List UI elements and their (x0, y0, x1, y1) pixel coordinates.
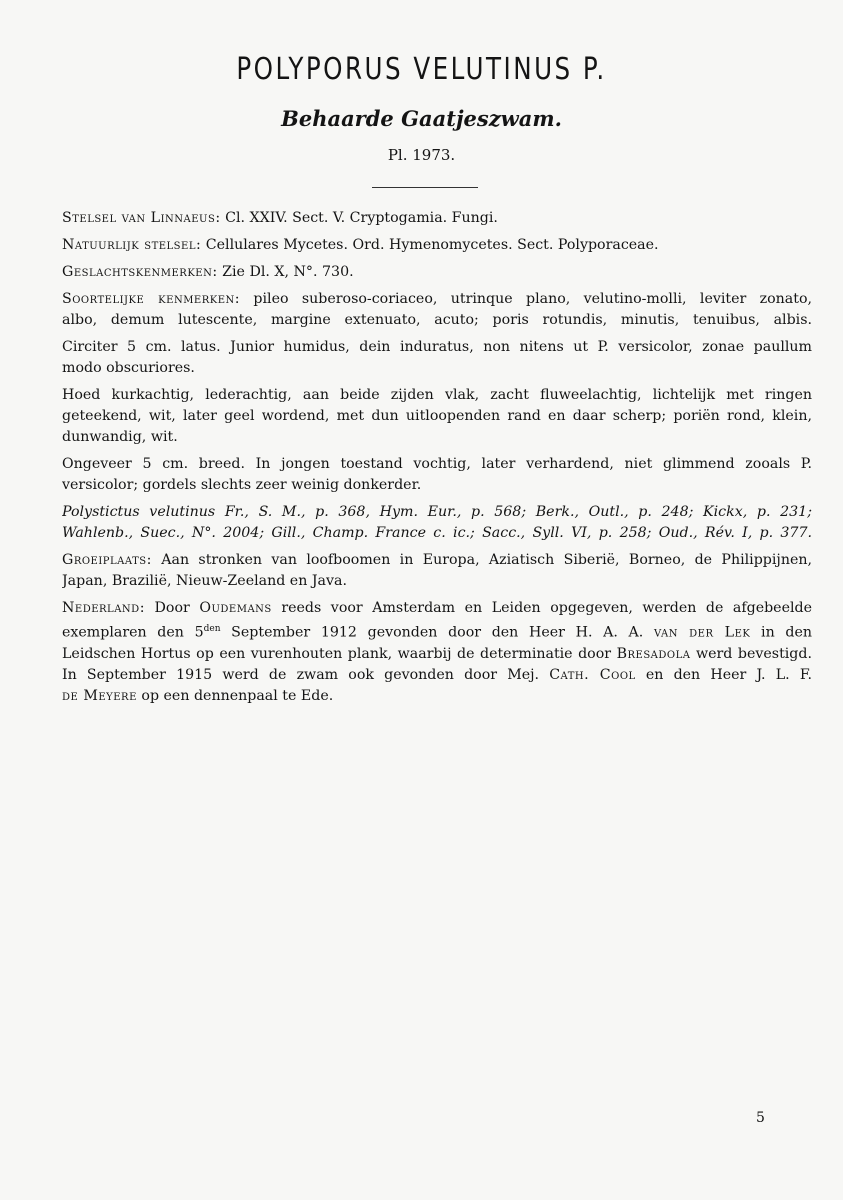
synonymy-line-1: Polystictus velutinus Fr., S. M., p. 368, Hym. Eur., p. 568; Berk., Outl., p. 248; Kickx, p. 231; (62, 504, 812, 520)
soortelijke-line-2: albo, demum lutescente, margine extenuato, acuto; poris rotundis, minutis, tenuibus, albis. (62, 312, 812, 328)
ned-text-3b: werd bevestigd. (690, 645, 812, 662)
groei-text-1: Aan stronken van loofboomen in Europa, Aziatisch Siberië, Borneo, de Philippijnen, (151, 552, 812, 568)
natuur-label: Natuurlijk stelsel: (62, 237, 202, 253)
groeiplaats-line-1 (62, 550, 812, 571)
hoed-line-2: geteekend, wit, later geel wordend, met dun uitloopenden rand en daar scherp; poriën rond, klein, (62, 408, 812, 424)
page-number: 5 (756, 1110, 765, 1126)
divider (372, 187, 478, 188)
circiter-line-1: Circiter 5 cm. latus. Junior humidus, dein induratus, non nitens ut P. versicolor, zonae paullum (62, 339, 812, 355)
description-body (62, 208, 812, 707)
geslachtskenmerken-line (62, 262, 812, 283)
nederland-line-4 (62, 665, 812, 686)
ned-text-5: op een dennenpaal te Ede. (136, 687, 334, 704)
ned-text-1b: reeds voor Amsterdam en Leiden opgegeven, werden de afgebeelde (271, 600, 812, 616)
page-subtitle: Behaarde Gaatjeszwam. (281, 106, 562, 131)
synonymy-line-2: Wahlenb., Suec., N°. 2004; Gill., Champ. France c. ic.; Sacc., Syll. VI, p. 258; Oud., Rév. I, p. 377. (62, 525, 812, 541)
geslacht-text: Zie Dl. X, N°. 730. (217, 264, 354, 280)
groei-label: Groeiplaats: (62, 552, 152, 568)
ned-vanderlek: van der Lek (653, 624, 751, 641)
hoed-line-1: Hoed kurkachtig, lederachtig, aan beide zijden vlak, zacht fluweelachtig, lichtelijk met ringen (62, 387, 812, 403)
ongeveer-line-1: Ongeveer 5 cm. breed. In jongen toestand vochtig, later verhardend, niet glimmend zooals P. (62, 456, 812, 472)
stelsel-text: Cl. XXIV. Sect. V. Cryptogamia. Fungi. (220, 210, 498, 226)
natuurlijk-stelsel-line (62, 235, 812, 256)
groeiplaats-line-2: Japan, Brazilië, Nieuw-Zeeland en Java. (62, 573, 347, 589)
geslacht-label: Geslachtskenmerken: (62, 264, 218, 280)
stelsel-linnaeus-line (62, 208, 812, 229)
ned-oudemans: Oudemans (199, 600, 272, 616)
ned-text-4b: en den Heer J. L. F. (635, 666, 812, 683)
ned-bresadola: Bresadola (616, 645, 691, 662)
nederland-line-5 (62, 686, 812, 707)
page-title: POLYPORUS VELUTINUS P. (236, 52, 607, 87)
ned-text-2sup: den (203, 624, 221, 634)
stelsel-label: Stelsel van Linnaeus: (62, 210, 221, 226)
nederland-line-2 (62, 619, 812, 644)
ned-text-2c: in den (750, 624, 812, 641)
ned-cath: Cath. Cool (549, 666, 636, 683)
ned-text-3a: Leidschen Hortus op een vurenhouten plank, waarbij de determinatie door (62, 645, 617, 662)
ned-label: Nederland: (62, 600, 145, 616)
plate-number: Pl. 1973. (387, 146, 456, 164)
soort-label: Soortelijke kenmerken: (62, 291, 241, 307)
ned-text-1a: Door (144, 600, 200, 616)
soortelijke-line-1 (62, 289, 812, 310)
nederland-line-3 (62, 644, 812, 665)
ongeveer-line-2: versicolor; gordels slechts zeer weinig donkerder. (62, 477, 422, 493)
soort-text-1: pileo suberoso-coriaceo, utrinque plano, velutino-molli, leviter zonato, (240, 291, 812, 307)
nederland-line-1 (62, 598, 812, 619)
natuur-text: Cellulares Mycetes. Ord. Hymenomycetes. Sect. Polyporaceae. (201, 237, 659, 253)
ned-text-2a: exemplaren den 5 (62, 624, 204, 641)
hoed-line-3: dunwandig, wit. (62, 429, 178, 445)
ned-text-2b: September 1912 gevonden door den Heer H. A. A. (220, 624, 654, 641)
ned-text-4a: In September 1915 werd de zwam ook gevonden door Mej. (62, 666, 550, 683)
ned-demeyere: de Meyere (62, 687, 137, 704)
circiter-line-2: modo obscuriores. (62, 360, 195, 376)
